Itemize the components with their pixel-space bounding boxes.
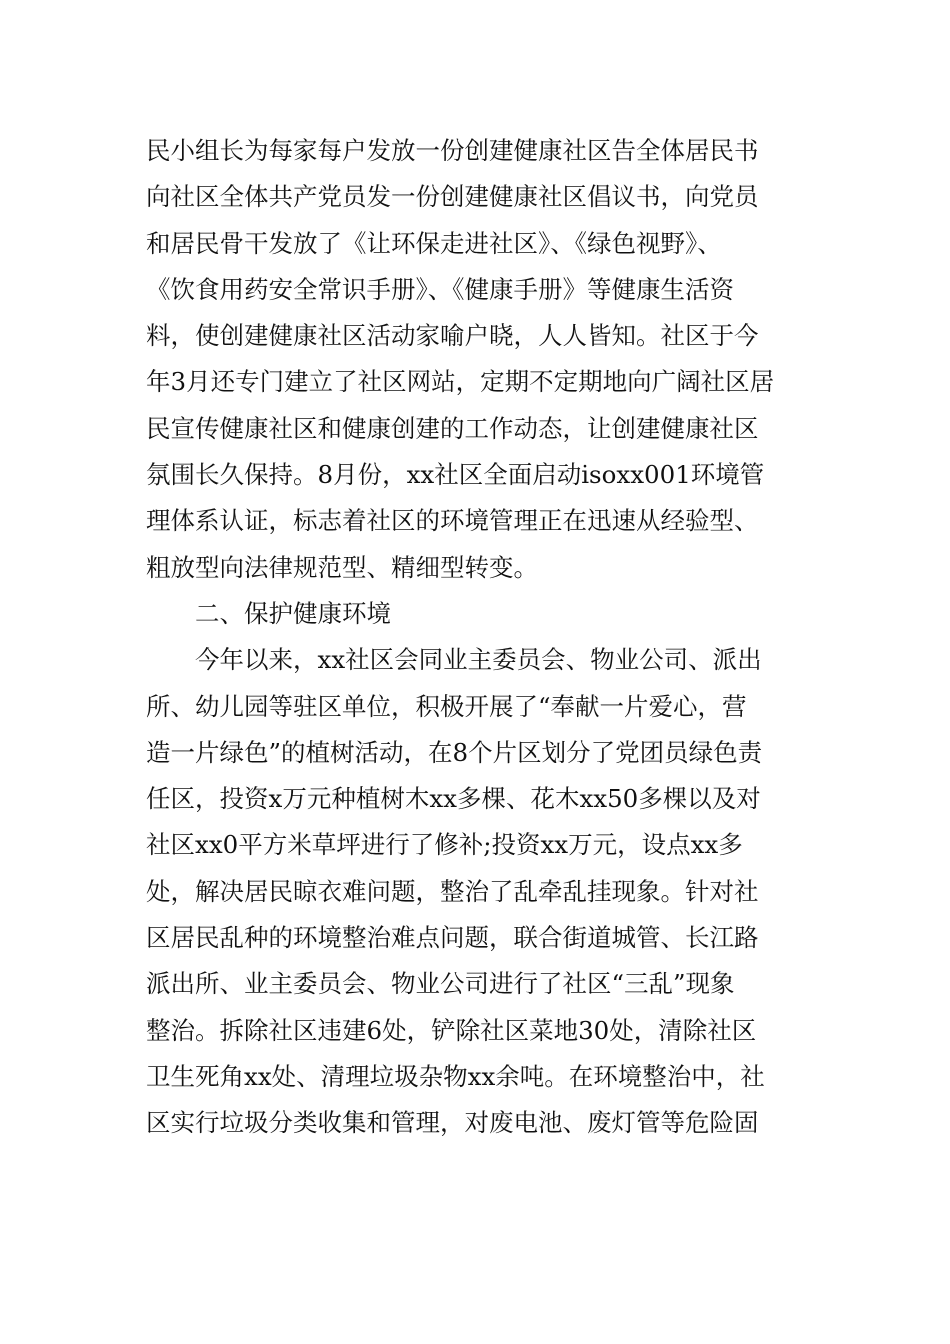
text-line: 区实行垃圾分类收集和管理，对废电池、废灯管等危险固 bbox=[146, 1108, 759, 1138]
text-line: 民小组长为每家每户发放一份创建健康社区告全体居民书 bbox=[146, 136, 759, 165]
text-line: 所、幼儿园等驻区单位，积极开展了“奉献一片爱心，营 bbox=[146, 691, 747, 721]
text-line: 料，使创建健康社区活动家喻户晓，人人皆知。社区于今 bbox=[146, 321, 759, 351]
text-line: 《饮食用药安全常识手册》、《健康手册》等健康生活资 bbox=[146, 274, 734, 304]
text-line: 向社区全体共产党员发一份创建健康社区倡议书，向党员 bbox=[146, 182, 759, 212]
text-line: 理体系认证，标志着社区的环境管理正在迅速从经验型、 bbox=[146, 506, 759, 536]
text-line: 派出所、业主委员会、物业公司进行了社区“三乱”现象 bbox=[146, 969, 735, 999]
text-line: 社区xx0平方米草坪进行了修补;投资xx万元，设点xx多 bbox=[146, 830, 743, 860]
body-text bbox=[146, 128, 816, 1147]
text-line: 造一片绿色”的植树活动，在8个片区划分了党团员绿色责 bbox=[146, 737, 763, 767]
text-line: 处，解决居民晾衣难问题，整治了乱牵乱挂现象。针对社 bbox=[146, 876, 759, 906]
text-line: 今年以来，xx社区会同业主委员会、物业公司、派出 bbox=[195, 645, 762, 675]
text-line: 任区，投资x万元种植树木xx多棵、花木xx50多棵以及对 bbox=[146, 784, 761, 814]
text-line: 年3月还专门建立了社区网站，定期不定期地向广阔社区居 bbox=[146, 367, 775, 397]
text-line: 民宣传健康社区和健康创建的工作动态，让创建健康社区 bbox=[146, 413, 759, 443]
text-line: 整治。拆除社区违建6处，铲除社区菜地30处，清除社区 bbox=[146, 1015, 757, 1045]
text-line: 卫生死角xx处、清理垃圾杂物xx余吨。在环境整治中，社 bbox=[146, 1061, 765, 1091]
text-line: 氛围长久保持。8月份，xx社区全面启动isoxx001环境管 bbox=[146, 460, 765, 490]
text-line: 和居民骨干发放了《让环保走进社区》、《绿色视野》、 bbox=[146, 228, 722, 258]
text-line: 区居民乱种的环境整治难点问题，联合街道城管、长江路 bbox=[146, 923, 759, 953]
text-line: 粗放型向法律规范型、精细型转变。 bbox=[146, 552, 538, 582]
section-heading: 二、保护健康环境 bbox=[195, 598, 391, 628]
